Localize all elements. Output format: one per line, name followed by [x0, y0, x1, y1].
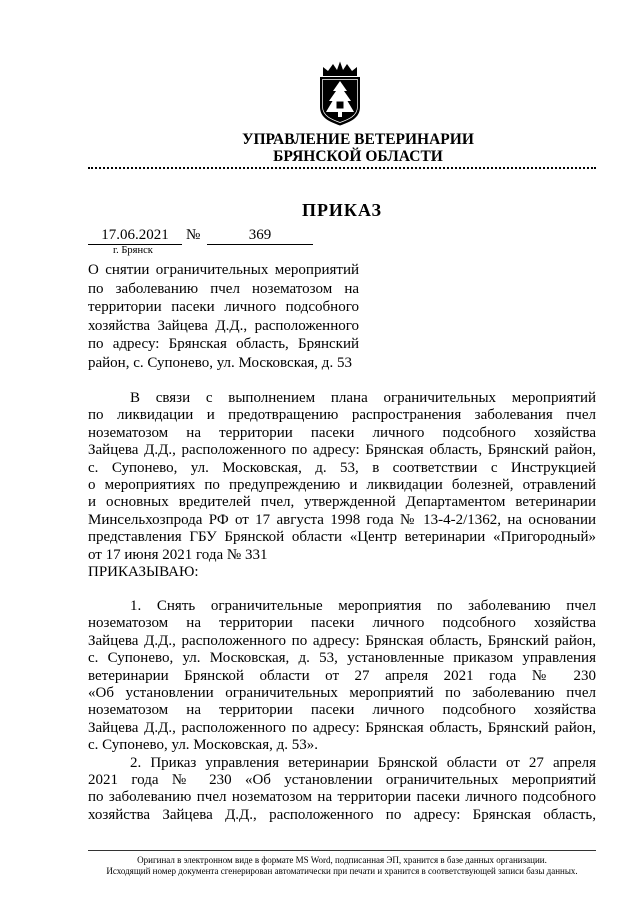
preamble-line: и основных вредителей пчел, утвержденной Департаментом ветеринарии: [88, 494, 596, 511]
order-item-line: по заболеванию пчел нозематозом на территории пасеки личного подсобного: [88, 789, 596, 806]
preamble-paragraph: [88, 390, 596, 564]
order-item-line: 2021 года № 230 «Об установлении ограничительных мероприятий: [88, 771, 596, 788]
preamble-line: представления ГБУ Брянской области «Центр ветеринарии «Пригородный»: [88, 529, 596, 546]
subject-line: по заболеванию пчел нозематозом на: [88, 280, 359, 297]
order-item-line: Зайцева Д.Д., расположенного по адресу: Брянская область, Брянский район,: [88, 719, 596, 736]
footer-note: [88, 855, 596, 877]
order-item-line: нозематозом на территории пасеки личного подсобного хозяйства: [88, 702, 596, 719]
order-item-2: [88, 755, 596, 825]
order-item-line: с. Супонево, ул. Московская, д. 53, установленные приказом управления: [88, 650, 596, 667]
dotted-separator: [88, 167, 596, 169]
preamble-line: Минсельхозпрода РФ от 17 августа 1998 года № 13-4-2/1362, на основании: [88, 511, 596, 528]
document-city: г. Брянск: [113, 245, 153, 256]
preamble-line: В связи с выполнением плана ограничительных мероприятий: [130, 390, 596, 406]
order-item-line: хозяйства Зайцева Д.Д., расположенного по адресу: Брянская область,: [88, 806, 596, 823]
order-item-line: ветеринарии Брянской области от 27 апреля 2021 года № 230: [88, 667, 596, 684]
document-type-title: ПРИКАЗ: [301, 200, 383, 220]
preamble-line: с. Супонево, ул. Московская, д. 53, в соответствии с Инструкцией: [88, 459, 596, 476]
order-item-line: «Об установлении ограничительных мероприятий по заболеванию пчел: [88, 684, 596, 701]
order-word: ПРИКАЗЫВАЮ:: [88, 564, 199, 580]
footer-note-line: Исходящий номер документа сгенерирован автоматически при печати и хранится в соответствующей записи базы данных.: [106, 866, 578, 876]
preamble-line: от 17 июня 2021 года № 331: [88, 546, 268, 563]
footer-note-line: Оригинал в электронном виде в формате MS Word, подписанная ЭП, хранится в базе данных организации.: [137, 855, 547, 865]
document-date: 17.06.2021: [88, 227, 182, 245]
crown-shape: [323, 62, 357, 77]
tree-trunk-shape: [338, 112, 342, 117]
order-item-line: с. Супонево, ул. Московская, д. 53».: [88, 737, 318, 754]
preamble-line: нозематозом на территории пасеки личного подсобного хозяйства: [88, 424, 596, 441]
subject-line: хозяйства Зайцева Д.Д., расположенного: [88, 317, 359, 334]
preamble-line: по ликвидации и предотвращению распространения заболевания пчел: [88, 407, 596, 424]
organization-heading: [198, 132, 518, 165]
order-items: [88, 598, 596, 824]
order-item-line: Зайцева Д.Д., расположенного по адресу: Брянская область, Брянский район,: [88, 632, 596, 649]
footer-divider: [88, 850, 596, 851]
order-item-line: 1. Снять ограничительные мероприятия по заболеванию пчел: [130, 598, 596, 614]
preamble-line: Зайцева Д.Д., расположенного по адресу: Брянская область, Брянский район,: [88, 442, 596, 459]
document-subject: [88, 261, 359, 373]
document-number: 369: [207, 227, 313, 245]
organization-region-line: БРЯНСКОЙ ОБЛАСТИ: [273, 147, 443, 165]
subject-line: территории пасеки личного подсобного: [88, 299, 359, 316]
subject-line: район, с. Супонево, ул. Московская, д. 53: [88, 354, 352, 371]
organization-name-line: УПРАВЛЕНИЕ ВЕТЕРИНАРИИ: [242, 131, 474, 148]
subject-line: по адресу: Брянская область, Брянский: [88, 336, 359, 353]
emblem-square-shape: [336, 101, 344, 109]
order-item-line: нозематозом на территории пасеки личного подсобного хозяйства: [88, 615, 596, 632]
subject-line: О снятии ограничительных мероприятий: [88, 262, 359, 278]
preamble-line: о мероприятиях по предупреждению и ликвидации болезней, отравлений: [88, 476, 596, 493]
number-sign: №: [186, 227, 201, 243]
order-item-1: [88, 598, 596, 755]
coat-of-arms-emblem: [317, 61, 363, 126]
order-item-line: 2. Приказ управления ветеринарии Брянской области от 27 апреля: [130, 754, 596, 771]
